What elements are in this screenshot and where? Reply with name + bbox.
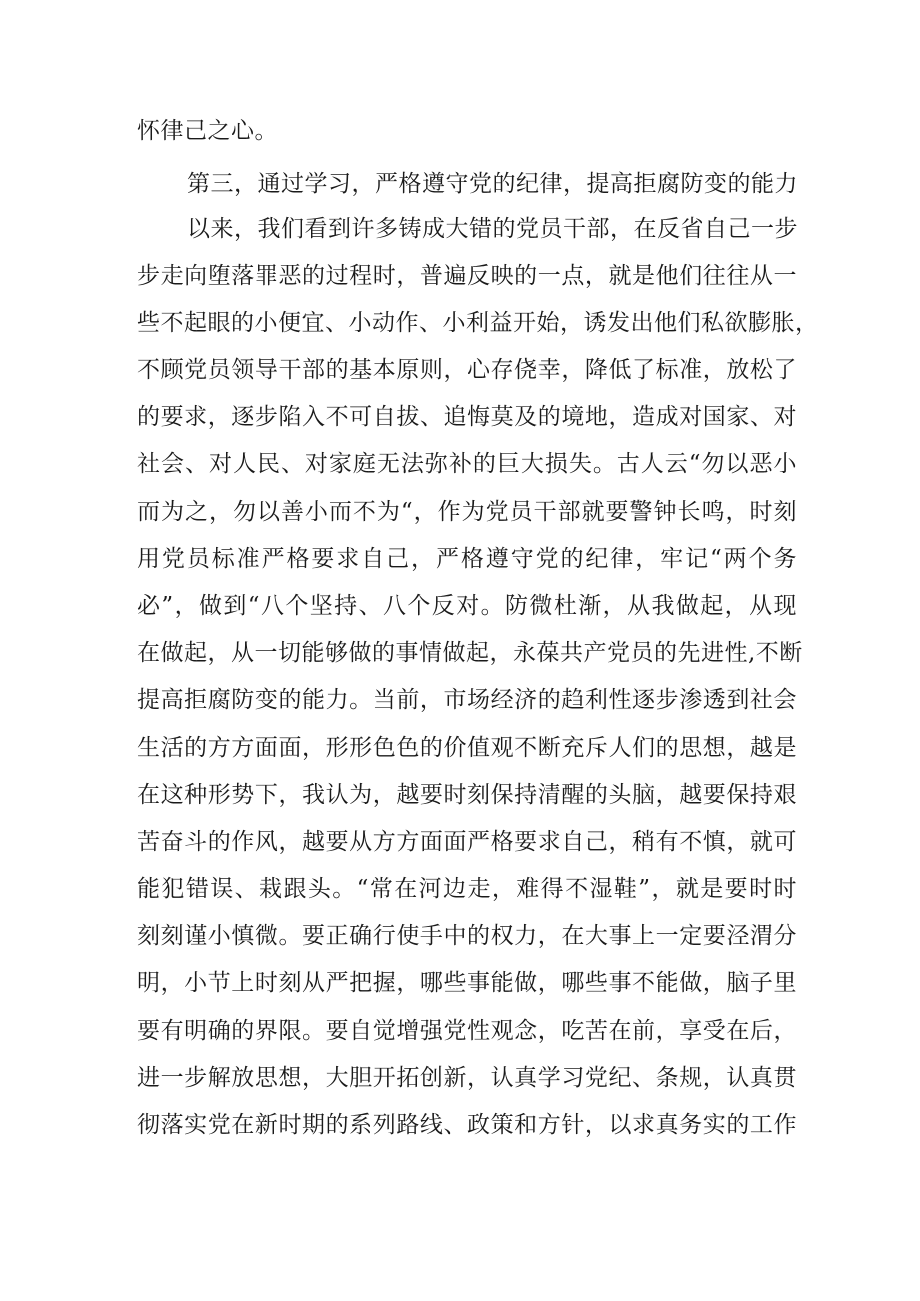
section-heading: 第三，通过学习，严格遵守党的纪律，提高拒腐防变的能力 [187,171,798,197]
text-line-12: 在做起，从一切能够做的事情做起，永葆共产党员的先进性,不断 [137,640,803,666]
text-line-7: 的要求，逐步陷入不可自拔、追悔莫及的境地，造成对国家、对 [137,404,797,430]
text-line-1: 怀律己之心。 [137,118,278,144]
text-line-3: 以来，我们看到许多铸成大错的党员干部，在反省自己一步 [187,216,798,242]
text-line-15: 在这种形势下，我认为，越要时刻保持清醒的头脑，越要保持艰 [137,782,797,808]
text-line-8: 社会、对人民、对家庭无法弥补的巨大损失。古人云“勿以恶小 [137,451,797,477]
text-line-13: 提高拒腐防变的能力。当前，市场经济的趋利性逐步渗透到社会 [137,687,797,713]
text-line-10: 用党员标准严格要求自己，严格遵守党的纪律，牢记“两个务 [137,546,797,572]
text-line-5: 些不起眼的小便宜、小动作、小利益开始，诱发出他们私欲膨胀， [137,310,819,336]
text-line-14: 生活的方方面面，形形色色的价值观不断充斥人们的思想，越是 [137,735,797,761]
text-line-20: 要有明确的界限。要自觉增强党性观念，吃苦在前，享受在后， [137,1018,797,1044]
text-line-4: 步走向堕落罪恶的过程时，普遍反映的一点，就是他们往往从一 [137,263,797,289]
text-line-16: 苦奋斗的作风，越要从方方面面严格要求自己，稍有不慎，就可 [137,829,797,855]
text-line-6: 不顾党员领导干部的基本原则，心存侥幸，降低了标准，放松了 [137,357,797,383]
text-line-19: 明，小节上时刻从严把握，哪些事能做，哪些事不能做，脑子里 [137,970,797,996]
text-line-21: 进一步解放思想，大胆开拓创新，认真学习党纪、条规，认真贯 [137,1065,797,1091]
text-line-17: 能犯错误、栽跟头。“常在河边走，难得不湿鞋”，就是要时时 [137,876,797,902]
text-line-18: 刻刻谨小慎微。要正确行使手中的权力，在大事上一定要泾渭分 [137,923,797,949]
text-line-9: 而为之，勿以善小而不为“，作为党员干部就要警钟长鸣，时刻 [137,499,797,525]
text-line-22: 彻落实党在新时期的系列路线、政策和方针，以求真务实的工作 [137,1112,797,1138]
text-line-11: 必”，做到“八个坚持、八个反对。防微杜渐，从我做起，从现 [137,593,797,619]
